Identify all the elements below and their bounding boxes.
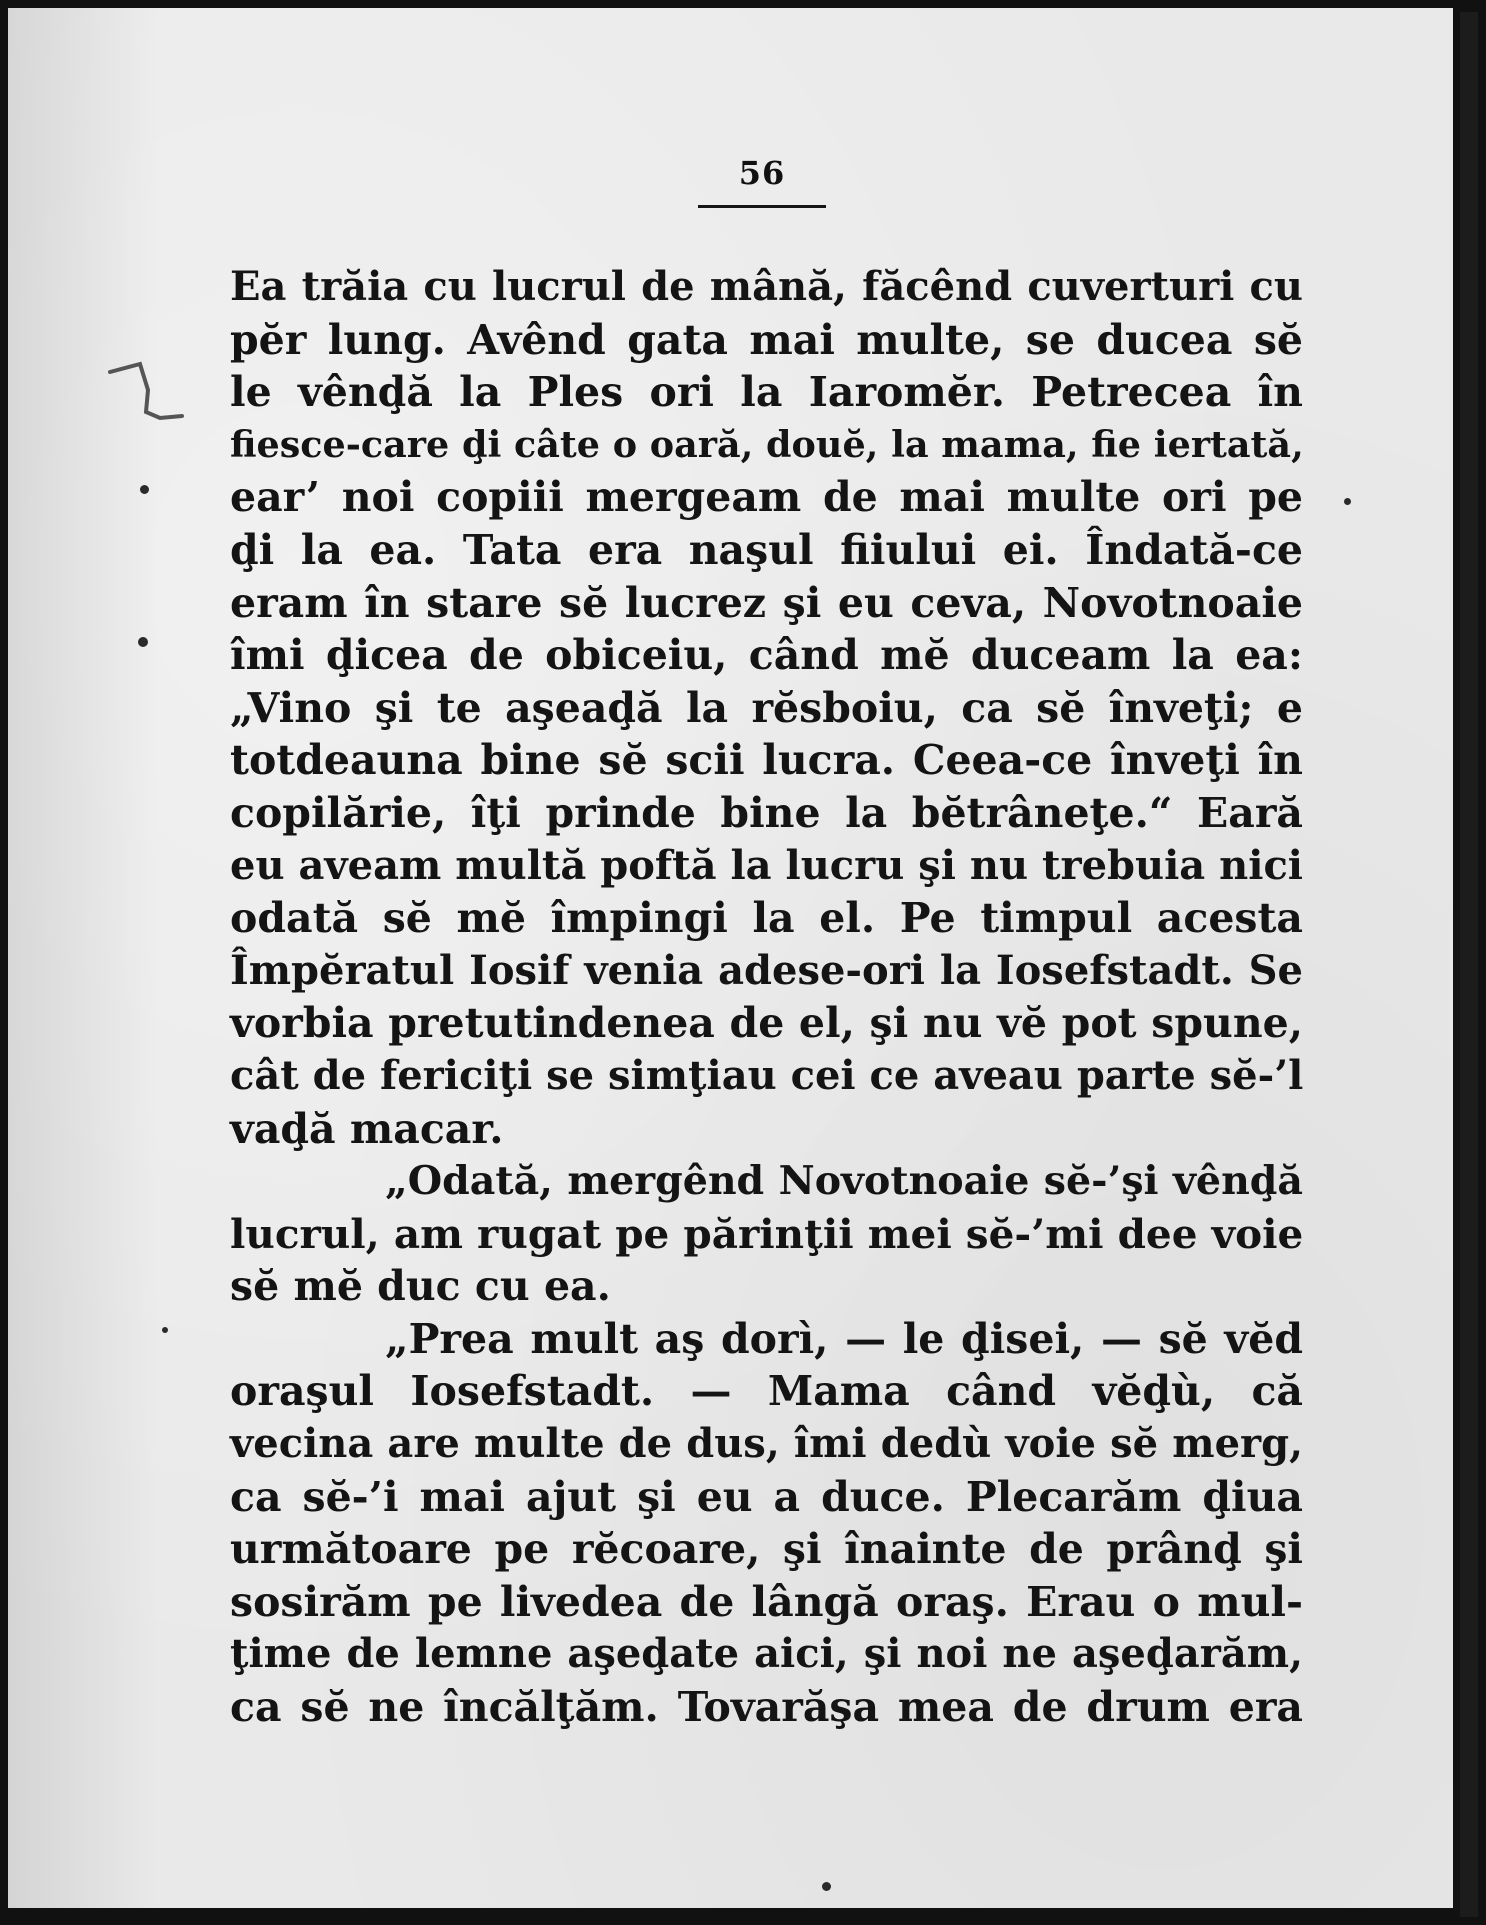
margin-dot [1344,498,1351,505]
body-text [230,261,1303,1734]
text-line: ḑi la ea. Tata era naşul fiiului ei. Îndată-ce [230,525,1303,574]
text-line: sĕ mĕ duc cu ea. [230,1262,611,1311]
margin-dot [162,1327,168,1333]
page-number-underline [698,205,826,208]
text-line: le vênḑă la Ples ori la Iaromĕr. Petrecea în [230,368,1303,417]
text-line: pĕr lung. Avênd gata mai multe, se ducea sĕ [230,315,1303,364]
text-line: lucrul, am rugat pe părinţii mei sĕ-’mi dee voie [230,1209,1304,1258]
text-line: fiesce-care ḑi câte o oară, douĕ, la mama, fie iertată, [230,422,1304,466]
page-gutter-shadow [8,8,158,1908]
text-line: ca sĕ ne încălţăm. Tovarăşa mea de drum era [230,1683,1303,1732]
text-line: „Odată, mergênd Novotnoaie sĕ-’şi vênḑă [385,1158,1303,1205]
text-line: îmi ḑicea de obiceiu, când mĕ duceam la ea: [230,631,1303,680]
page-number: 56 [738,154,786,192]
text-line: următoare pe rĕcoare, şi înainte de prânḑ şi [230,1525,1303,1574]
text-line: „Prea mult aş dorì, — le ḑisei, — sĕ vĕd [385,1314,1303,1363]
margin-dot [140,485,149,494]
page-edge-border [1460,12,1478,1917]
text-line: oraşul Iosefstadt. — Mama când vĕḑù, că [230,1367,1303,1416]
text-line: odată sĕ mĕ împingi la el. Pe timpul acesta [230,894,1303,943]
margin-pencil-mark [100,360,190,440]
text-line: vaḑă macar. [230,1104,504,1153]
text-line: ear’ noi copiii mergeam de mai multe ori pe [230,473,1303,522]
text-line: ţime de lemne aşeḑate aici, şi noi ne aşeḑarăm, [230,1630,1303,1678]
text-line: sosirăm pe livedea de lângă oraş. Erau o mul- [230,1577,1303,1626]
text-line: Împĕratul Iosif venia adese-ori la Iosefstadt. Se [230,946,1303,994]
text-line: „Vino şi te aşeaḑă la rĕsboiu, ca sĕ înveţi; e [230,683,1303,732]
text-line: copilărie, îţi prinde bine la bĕtrâneţe.“ Eară [230,788,1303,837]
text-line: vecina are multe de dus, îmi dedù voie sĕ merg, [230,1420,1303,1468]
text-line: eu aveam multă poftă la lucru şi nu trebuia nici [230,841,1303,889]
text-line: eram în stare sĕ lucrez şi eu ceva, Novotnoaie [230,578,1303,627]
margin-dot [138,637,148,647]
text-line: vorbia pretutindenea de el, şi nu vĕ pot spune, [230,999,1303,1048]
margin-dot [822,1882,831,1891]
text-line: ca sĕ-’i mai ajut şi eu a duce. Plecarăm ḑiua [230,1472,1303,1521]
text-line: Ea trăia cu lucrul de mână, făcênd cuverturi cu [230,263,1303,310]
text-line: totdeauna bine sĕ scii lucra. Ceea-ce înveţi în [230,736,1303,785]
text-line: cât de fericiţi se simţiau cei ce aveau parte sĕ-’l [230,1051,1304,1099]
